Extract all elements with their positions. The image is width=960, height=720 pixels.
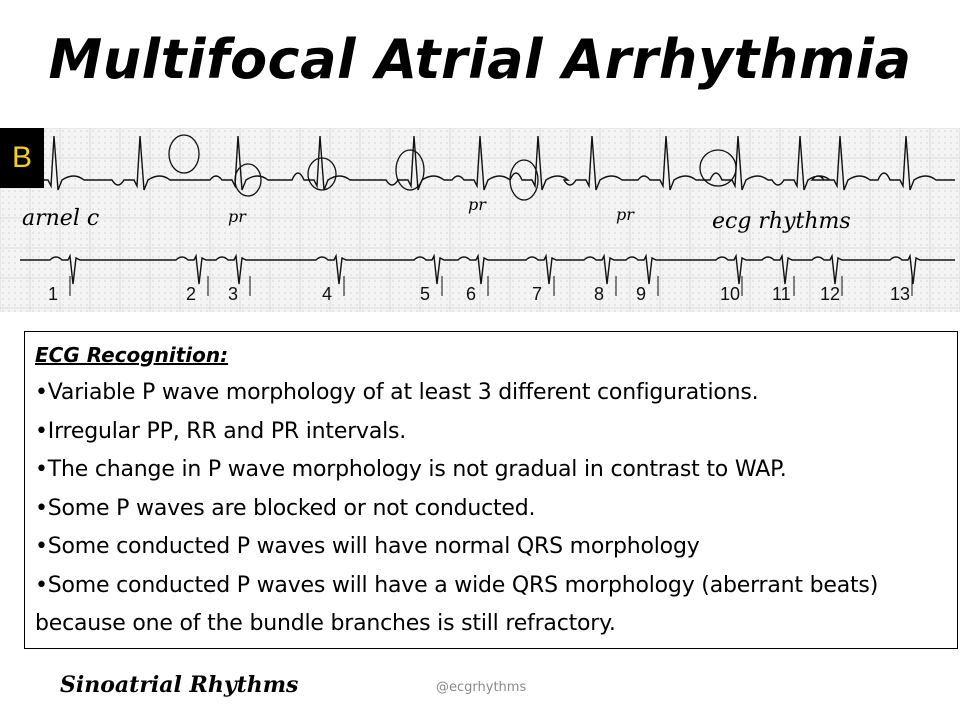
footer-brand: Sinoatrial Rhythms — [60, 672, 299, 698]
beat-number-label: 1 — [48, 284, 59, 304]
recognition-bullet: •Some P waves are blocked or not conducted. — [35, 495, 536, 521]
beat-number-label: 9 — [636, 284, 647, 304]
beat-number-label: 11 — [772, 284, 791, 304]
ecg-mark-pr-3: pr — [616, 205, 634, 224]
beat-number-label: 13 — [890, 284, 911, 304]
beat-number-label: 7 — [532, 284, 543, 304]
beat-number-label: 6 — [466, 284, 477, 304]
recognition-bullet: •Irregular PP, RR and PR intervals. — [35, 418, 407, 444]
recognition-heading: ECG Recognition: — [35, 343, 229, 367]
beat-number-label: 3 — [228, 284, 239, 304]
ecg-recognition-box — [24, 331, 958, 649]
ecg-mark-pr-2: pr — [468, 195, 486, 214]
ecg-strip-svg — [0, 128, 960, 312]
ecg-mark-pr-1: pr — [228, 207, 246, 226]
recognition-bullet: •Some conducted P waves will have normal QRS morphology — [35, 534, 700, 559]
beat-number-label: 5 — [420, 284, 431, 304]
beat-number-label: 10 — [720, 284, 741, 304]
beat-number-label: 2 — [186, 284, 197, 304]
recognition-bullet: •The change in P wave morphology is not gradual in contrast to WAP. — [35, 457, 787, 482]
ecg-annotation-left: arnel c — [22, 206, 100, 231]
panel-label-badge: B — [0, 128, 44, 188]
beat-number-label: 12 — [820, 284, 841, 304]
recognition-bullet: •Variable P wave morphology of at least 3 different configurations. — [35, 380, 759, 405]
ecg-strip-image — [0, 128, 960, 312]
footer-handle: @ecgrhythms — [436, 680, 527, 695]
slide-title: Multifocal Atrial Arrhythmia — [48, 28, 912, 91]
ecg-annotation-right: ecg rhythms — [712, 209, 851, 234]
beat-number-label: 4 — [322, 284, 333, 304]
recognition-bullet: •Some conducted P waves will have a wide QRS morphology (aberrant beats) because one of the bundle branches is still refractory. — [35, 572, 885, 636]
beat-number-label: 8 — [594, 284, 605, 304]
